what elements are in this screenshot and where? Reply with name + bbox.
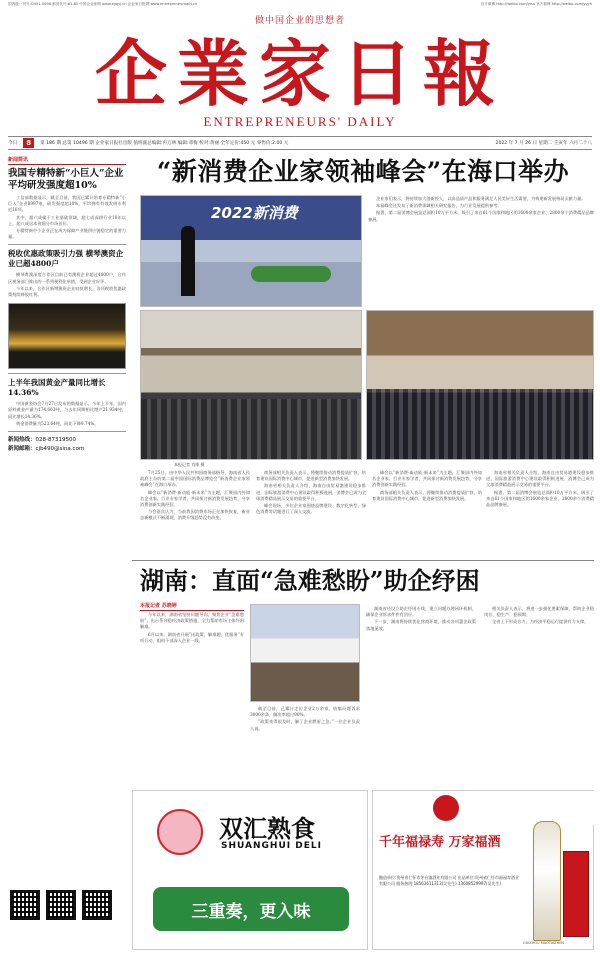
audience	[141, 399, 361, 459]
main-body-col4: 海南省相关负责人介绍，海南自由贸易港建设稳步推进，国际旅游消费中心建设取得积极进展，消博会已成为全球消费精品展示交易的重要平台。 据悉，第二届消博会展览总面积10万平方米，吸引了来自61个国家和地区的1600余家企业、2800余个消费精品品牌参展。	[486, 470, 594, 508]
liquor-header	[373, 791, 595, 825]
gift-box-image	[563, 851, 589, 937]
story3-headline[interactable]: 上半年我国黄金产量同比增长14.36%	[8, 378, 106, 398]
hunan-col1: 今年以来，湖南省坚持问题导向，聚焦企业“急难愁盼”，出台系列稳经济政策措施，全力帮助市场主体纾困解难。 6月以来，湖南省开展“送政策、解难题、优服务”专项行动，组织干部深入企业一线。	[140, 612, 244, 643]
email[interactable]: cjb490@sina.com	[35, 446, 85, 453]
qr-code[interactable]	[82, 890, 112, 920]
banner-text: 2022新消费	[211, 204, 298, 222]
dateline	[8, 136, 592, 150]
section-tag: 新闻简讯	[8, 156, 126, 165]
story1-body: 工信部数据显示，截至目前，我国已累计培育专精特新“小巨人”企业8997家，研发强度超10%，平均拥有有效发明专利近16项。 其中，超六成属于工业基础领域，超七成深耕行业10年以上，超八成居本省细分市场首位。 专精特新中小企业正在成为保障产业链供应链稳定的重要力量。	[8, 195, 126, 240]
divider	[8, 431, 126, 432]
contact-box: 新闻热线：028-87319500 新闻邮箱：cjb490@sina.com	[8, 437, 85, 453]
shuanghui-title: 双汇熟食	[219, 815, 315, 843]
page-number: 8	[23, 138, 34, 148]
audience	[367, 389, 593, 459]
seal-logo-icon	[433, 795, 459, 821]
summit-stage-photo	[140, 195, 362, 307]
qr-code[interactable]	[10, 890, 40, 920]
masthead-subtitle: ENTREPRENEURS' DAILY	[203, 114, 397, 129]
main-body-col1: 7月25日，由中华人民共和国商务部指导、海南省人民政府主办的第二届中国国际消费品博览会“新消费企业家领袖峰会”在海口举办。 峰会以“新消费·新动能·新未来”为主题，汇聚国内外知名企业家、行业专家学者，共同探讨新消费发展趋势，分享消费创新实践经验。 与会嘉宾认为，当前我国消费市场正在加快恢复，新业态新模式不断涌现，消费升级趋势没有改变。	[140, 470, 250, 521]
conference-hall-photo	[140, 310, 362, 460]
hunan-col4: 相关负责人表示，将进一步强化要素保障，帮助企业稳岗位、稳生产、稳预期。 全省上下形成合力，为经济平稳运行提供有力支撑。	[484, 606, 594, 625]
main-body-col3: 峰会以“新消费·新动能·新未来”为主题，汇聚国内外知名企业家、行业专家学者，共同探讨新消费发展趋势，分享消费创新实践经验。 商务部相关负责人表示，将继续推动消费提质扩容，培育建设国际消费中心城市，促进新型消费加快发展。	[372, 470, 482, 501]
divider	[8, 244, 126, 245]
forum-hall-photo	[366, 310, 594, 460]
bottle-image	[533, 821, 561, 941]
photo-caption: 本报记者 肖维 摄	[174, 462, 205, 467]
flower-decoration	[251, 266, 331, 282]
top-bar-left: 国内统一刊号:CN51-0096 邮发代号:61-85 中国企业家网 www.zgqyj.cn 企业家日报网 www.entrepreneurdaily.cn	[8, 2, 198, 6]
shuanghui-en: SHUANGHUI DELI	[221, 841, 322, 851]
hunan-headline[interactable]: 湖南：直面“急难愁盼”助企纾困	[140, 566, 480, 595]
main-story	[132, 156, 594, 188]
story2-headline[interactable]: 税收优惠政策吸引力强 横琴澳资企业已超4800户	[8, 249, 124, 269]
slogan: 做中国企业的思想者	[254, 16, 345, 26]
masthead: 企業家日報	[94, 31, 505, 116]
top-info-bar	[8, 2, 592, 7]
hunan-byline: 本报记者 苏晓婷	[140, 602, 244, 611]
gold-bars-photo	[8, 303, 126, 369]
hunan-col2: 截至目前，已累计走访企业2万余家，收集问题诉求3000余条，解决率超过90%。 “政策来得很及时，解了企业燃眉之急。”一位企业负责人说。	[250, 706, 360, 731]
top-bar-right: 官方微博 http://weibo.com/yisu 官方微博 http://weibo.com/yyyh	[480, 2, 592, 6]
speaker-figure	[181, 226, 195, 296]
main-body-col2: 商务部相关负责人表示，将继续推动消费提质扩容，培育建设国际消费中心城市，促进新型消费加快发展。 海南省相关负责人介绍，海南自由贸易港建设稳步推进，国际旅游消费中心建设取得积极进展，消博会已成为全球消费精品展示交易的重要平台。 峰会现场，多位企业家围绕品牌建设、数字化转型、绿色消费等话题进行了深入交流。	[256, 470, 366, 515]
story2-body: 横琴粤澳深度合作区目前已有澳资企业超过4800户，合作区税务部门推出的一系列便利化举措，受到企业好评。 今年以来，合作区新增澳资企业较快增长，各项税收优惠政策持续释放红利。	[8, 272, 126, 298]
liquor-title: 千年福禄寿 万家福酒	[379, 835, 501, 850]
liquor-info: 酿造单位:贵州省仁怀市茅台镇酒业有限公司 出品单位:贵州省仁怀市福禄寿酒业有限公司 服务热线:18563611313(吴先生) 13608529997(吴先生)	[379, 875, 519, 886]
issue-date: 2022 年 7 月 26 日 星期二 壬寅年 六月二十八	[495, 141, 592, 146]
liquor-brand: GUIZHOU MAOTAIZHEN	[523, 941, 565, 945]
news-brief-column	[8, 156, 126, 454]
main-body-intro: 企业家们表示，将持续加大创新投入，以高品质产品和服务满足人民美好生活需要，为构建新发展格局贡献力量。 本届峰会还发布了新消费领域相关研究报告，为行业发展提供参考。 据悉，第二届消博会展览总面积10万平方米，吸引了来自61个国家和地区的1600余家企业、2800余个消费精品品牌参展。	[368, 196, 594, 222]
hunan-col3: 湖南省还设立助企纾困专线，建立问题办理闭环机制，确保企业诉求件件有回应。 下一步，湖南将持续优化营商环境，推动各项惠企政策落地见效。	[366, 606, 476, 631]
liquor-ad[interactable]	[372, 790, 594, 950]
edition-label: 今日	[8, 141, 18, 146]
main-headline[interactable]: “新消费企业家领袖峰会”在海口举办	[156, 157, 570, 186]
issue-info: 第 186 期 总第 10496 期 企业家日报社出版 值班副总编辑:冉万林 编辑:邓梅 校对:黄丽 全年定价:450 元 零售价:2.00 元	[40, 141, 289, 146]
qr-code[interactable]	[46, 890, 76, 920]
hunan-headline-box	[140, 566, 480, 596]
shuanghui-ad[interactable]	[132, 790, 368, 950]
hunan-office-photo	[250, 604, 360, 702]
divider	[8, 373, 126, 374]
story3-body: 中国黄金协会7月27日发布的数据显示，今年上半年，国内原料黄金产量为174.603吨，与去年同期相比增产21.934吨，同比增长14.36%。 黄金消费量为523.64吨，同比下降9.74%。	[8, 401, 126, 426]
section-divider	[132, 560, 594, 561]
story1-headline[interactable]: 我国专精特新“小巨人”企业平均研发强度超10%	[8, 168, 124, 191]
hotline: 028-87319500	[35, 437, 76, 444]
pig-logo-icon	[157, 809, 203, 855]
shuanghui-slogan: 三重奏，更入味	[153, 887, 349, 931]
